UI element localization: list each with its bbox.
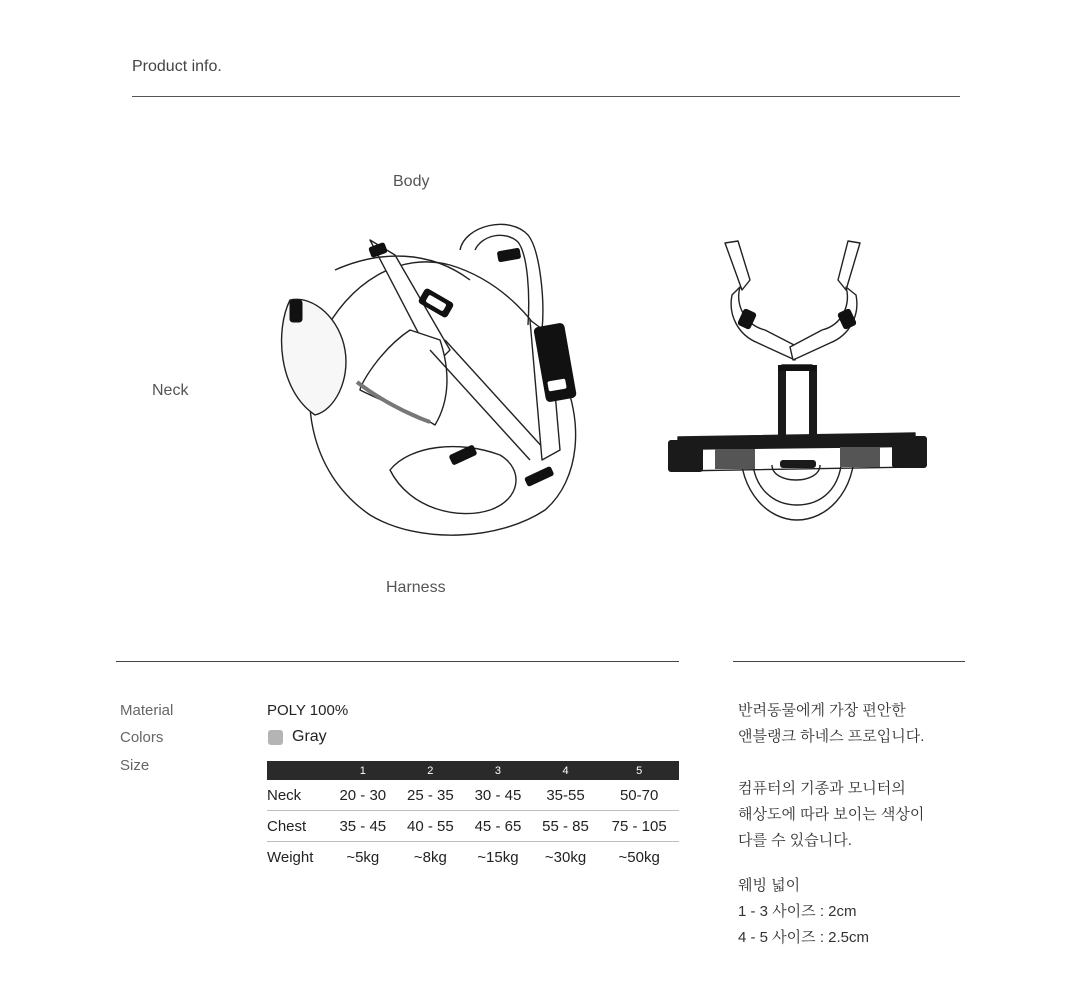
size-header: 2 xyxy=(397,761,465,780)
size-header: 5 xyxy=(599,761,679,780)
row-label: Neck xyxy=(267,780,329,811)
description-line: 앤블랭크 하네스 프로입니다. xyxy=(738,728,925,745)
table-cell: 45 - 65 xyxy=(464,811,532,842)
harness-side-illustration xyxy=(260,210,600,550)
size-table xyxy=(267,761,679,872)
table-row xyxy=(267,811,679,842)
harness-front-illustration xyxy=(660,235,935,530)
description-intro xyxy=(738,698,924,750)
table-row xyxy=(267,780,679,811)
table-cell: 25 - 35 xyxy=(397,780,465,811)
colors-label: Colors xyxy=(120,729,164,746)
table-cell: ~5kg xyxy=(346,848,380,866)
table-cell: 75 - 105 xyxy=(599,811,679,842)
row-label: Weight xyxy=(267,848,314,866)
size-header: 4 xyxy=(532,761,600,780)
table-cell: ~50kg xyxy=(618,848,660,866)
table-cell: 55 - 85 xyxy=(532,811,600,842)
table-cell: ~15kg xyxy=(477,848,519,866)
label-neck: Neck xyxy=(152,382,189,399)
label-body: Body xyxy=(393,173,430,190)
divider xyxy=(132,96,960,97)
table-cell: 40 - 55 xyxy=(397,811,465,842)
size-header: 1 xyxy=(329,761,397,780)
table-cell: ~30kg xyxy=(544,848,587,866)
description-color-notice xyxy=(738,776,924,854)
color-swatch xyxy=(268,730,283,745)
table-row xyxy=(267,842,679,873)
description-line: 반려동물에게 가장 편안한 xyxy=(738,702,906,719)
divider xyxy=(116,661,679,662)
size-header-blank xyxy=(267,761,329,780)
label-harness: Harness xyxy=(386,579,446,596)
size-header-row xyxy=(267,761,679,780)
size-header: 3 xyxy=(464,761,532,780)
table-cell: 20 - 30 xyxy=(329,780,397,811)
table-cell: 30 - 45 xyxy=(464,780,532,811)
description-line: 다를 수 있습니다. xyxy=(738,832,852,849)
material-label: Material xyxy=(120,702,174,719)
description-line: 해상도에 따라 보이는 색상이 xyxy=(738,806,925,823)
description-webbing-width xyxy=(738,873,869,951)
description-line: 4 - 5 사이즈 : 2.5cm xyxy=(738,929,870,946)
section-title: Product info. xyxy=(132,58,222,75)
row-label: Chest xyxy=(267,811,329,842)
divider xyxy=(733,661,965,662)
table-cell: 35 - 45 xyxy=(329,811,397,842)
table-cell: ~8kg xyxy=(413,848,447,866)
description-line: 1 - 3 사이즈 : 2cm xyxy=(738,903,857,920)
description-line: 컴퓨터의 기종과 모니터의 xyxy=(738,780,906,797)
color-option xyxy=(268,728,327,746)
size-label: Size xyxy=(120,757,150,774)
table-cell: 35-55 xyxy=(532,780,600,811)
color-name: Gray xyxy=(292,728,327,745)
description-line: 웨빙 넓이 xyxy=(738,877,801,894)
table-cell: 50-70 xyxy=(599,780,679,811)
material-value: POLY 100% xyxy=(267,702,349,719)
